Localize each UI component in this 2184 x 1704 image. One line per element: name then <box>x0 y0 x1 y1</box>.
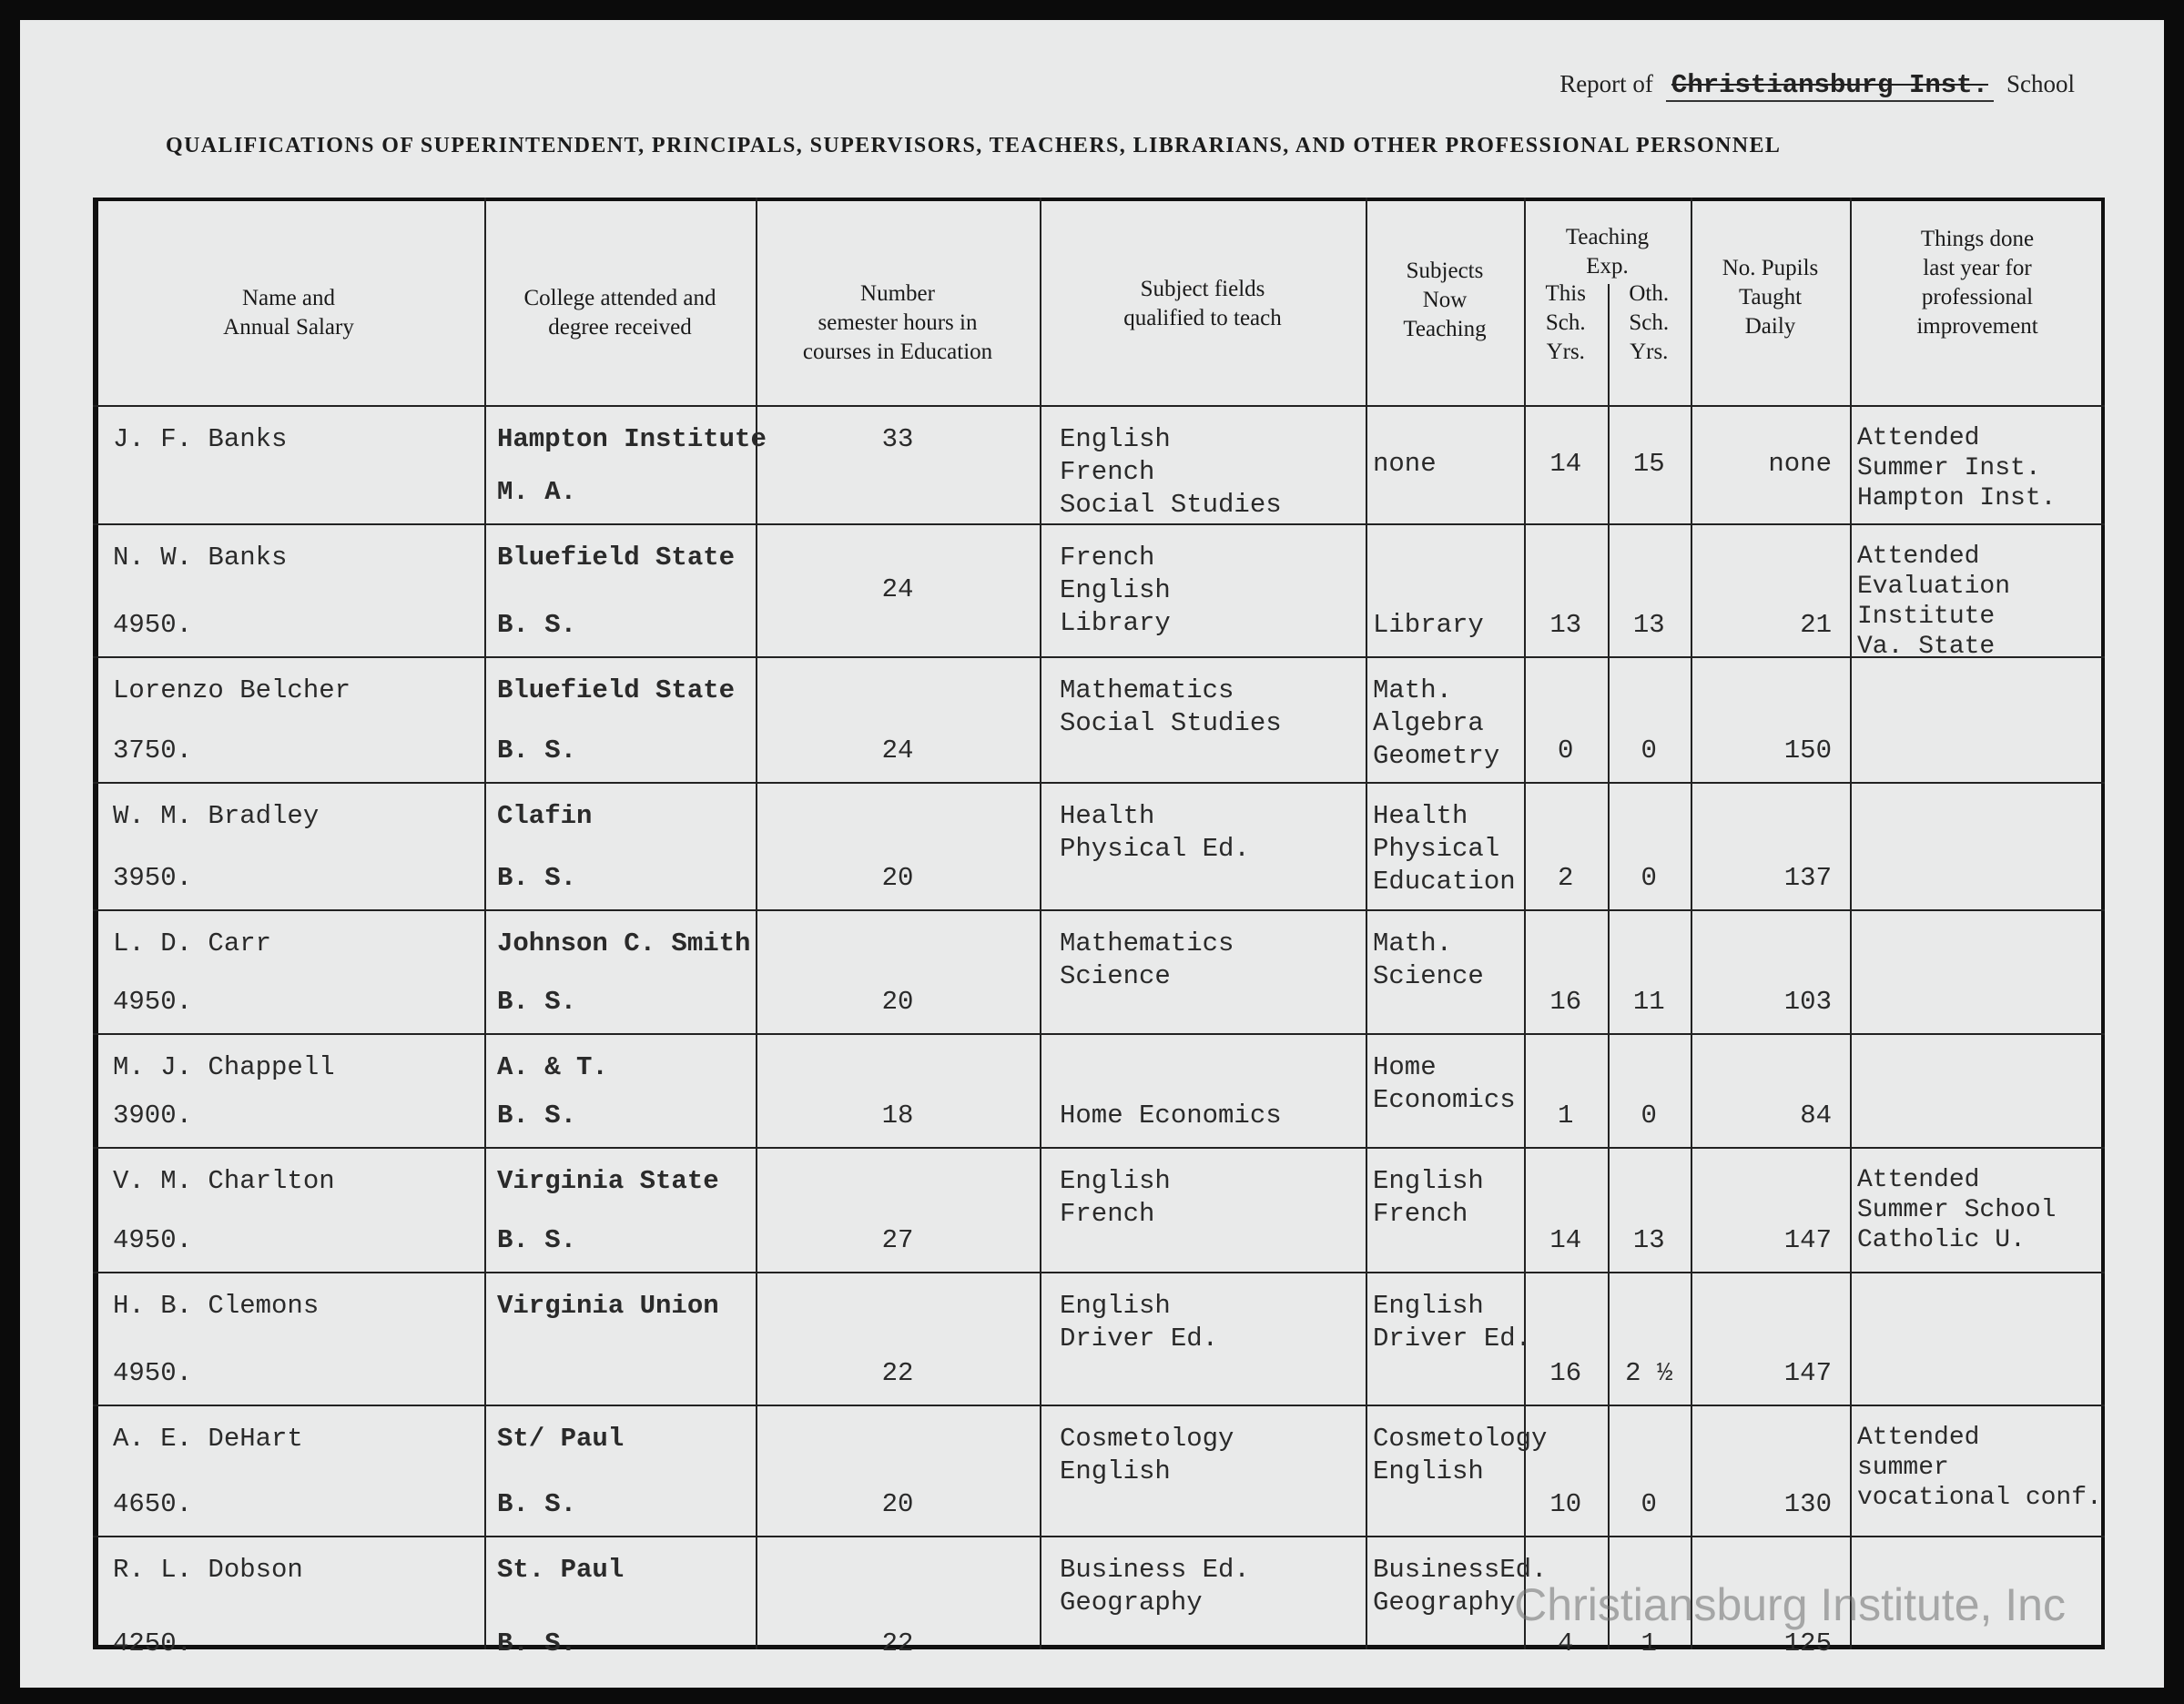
row-7-hours: 27 <box>881 1225 914 1255</box>
column-header-teaching: Subjects Now Teaching <box>1403 259 1487 341</box>
row-1-degree: M. A. <box>497 477 577 507</box>
column-header-improvement: Things done last year for professional improvement <box>1916 227 2038 339</box>
row-3-college: Bluefield State <box>497 675 736 705</box>
row-7-oth: 13 <box>1632 1225 1665 1255</box>
column-divider <box>756 198 757 1649</box>
row-1-oth: 15 <box>1632 449 1665 479</box>
row-9-degree: B. S. <box>497 1489 577 1519</box>
row-2-oth: 13 <box>1632 610 1665 640</box>
row-7-name: V. M. Charlton <box>113 1166 335 1196</box>
row-divider <box>93 1033 2105 1035</box>
row-6-this: 1 <box>1558 1100 1574 1131</box>
row-1-improvement: Attended Summer Inst. Hampton Inst. <box>1857 424 2057 512</box>
row-5-degree: B. S. <box>497 987 577 1017</box>
row-1-college: Hampton Institute <box>497 424 767 454</box>
row-3-degree: B. S. <box>497 735 577 766</box>
row-1-hours: 33 <box>881 424 914 454</box>
row-4-degree: B. S. <box>497 863 577 893</box>
report-prefix: Report of <box>1559 70 1653 97</box>
row-3-teaching: Math. Algebra Geometry <box>1373 675 1500 771</box>
column-header-oth-sch: Oth. Sch. Yrs. <box>1629 281 1670 364</box>
row-6-college: A. & T. <box>497 1052 608 1082</box>
row-5-fields: Mathematics Science <box>1060 928 1234 991</box>
row-2-pupils: 21 <box>1800 610 1832 640</box>
row-divider <box>93 1147 2105 1149</box>
row-8-name: H. B. Clemons <box>113 1291 320 1321</box>
row-10-college: St. Paul <box>497 1555 625 1585</box>
watermark: Christiansburg Institute, Inc <box>1514 1579 2066 1630</box>
row-8-fields: English Driver Ed. <box>1060 1291 1219 1354</box>
row-2-college: Bluefield State <box>497 543 736 573</box>
row-6-hours: 18 <box>881 1100 914 1131</box>
row-10-this: 4 <box>1558 1628 1574 1658</box>
personnel-table <box>93 198 2105 1658</box>
row-1-pupils: none <box>1768 449 1832 479</box>
row-6-name: M. J. Chappell <box>113 1052 335 1082</box>
row-divider <box>93 1536 2105 1537</box>
row-10-degree: B. S. <box>497 1628 577 1658</box>
row-9-name: A. E. DeHart <box>113 1424 303 1454</box>
row-5-name: L. D. Carr <box>113 928 272 958</box>
row-9-improvement: Attended summer vocational conf. <box>1857 1424 2102 1512</box>
row-10-salary: 4250. <box>113 1628 193 1658</box>
row-2-improvement: Attended Evaluation Institute Va. State <box>1857 543 2011 661</box>
row-7-salary: 4950. <box>113 1225 193 1255</box>
row-6-pupils: 84 <box>1800 1100 1832 1131</box>
row-9-this: 10 <box>1549 1489 1582 1519</box>
row-2-this: 13 <box>1549 610 1582 640</box>
row-2-name: N. W. Banks <box>113 543 288 573</box>
form-title: QUALIFICATIONS OF SUPERINTENDENT, PRINCIPALS, SUPERVISORS, TEACHERS, LIBRARIANS, AND OTHER PROFESSIONAL PERSONNEL <box>166 134 1782 157</box>
document-sheet <box>20 20 2164 1688</box>
column-header-hours: Number semester hours in courses in Education <box>802 281 993 364</box>
row-divider <box>93 656 2105 658</box>
row-4-fields: Health Physical Ed. <box>1060 801 1250 864</box>
report-of-line <box>1559 70 2075 102</box>
row-6-salary: 3900. <box>113 1100 193 1131</box>
row-9-college: St/ Paul <box>497 1424 625 1454</box>
row-8-college: Virginia Union <box>497 1291 719 1321</box>
row-5-teaching: Math. Science <box>1373 928 1484 991</box>
column-divider <box>1850 198 1852 1649</box>
row-7-college: Virginia State <box>497 1166 719 1196</box>
column-divider <box>1366 198 1367 1649</box>
column-header-teaching-exp: Teaching Exp. <box>1565 225 1650 279</box>
row-3-oth: 0 <box>1641 735 1657 766</box>
school-name: Christiansburg Inst. <box>1666 70 1994 102</box>
row-3-hours: 24 <box>881 735 914 766</box>
row-1-name: J. F. Banks <box>113 424 288 454</box>
row-9-salary: 4650. <box>113 1489 193 1519</box>
row-5-hours: 20 <box>881 987 914 1017</box>
row-8-salary: 4950. <box>113 1358 193 1388</box>
row-2-salary: 4950. <box>113 610 193 640</box>
row-10-teaching: BusinessEd. Geography <box>1373 1555 1548 1618</box>
row-4-pupils: 137 <box>1783 863 1832 893</box>
row-4-oth: 0 <box>1641 863 1657 893</box>
row-4-this: 2 <box>1558 863 1574 893</box>
row-9-oth: 0 <box>1641 1489 1657 1519</box>
row-divider <box>93 782 2105 784</box>
row-8-teaching: English Driver Ed. <box>1373 1291 1532 1354</box>
row-5-college: Johnson C. Smith <box>497 928 751 958</box>
row-2-teaching: Library <box>1373 610 1484 640</box>
column-divider <box>1691 198 1692 1649</box>
row-10-pupils: 125 <box>1783 1628 1832 1658</box>
row-1-this: 14 <box>1549 449 1582 479</box>
row-9-teaching: Cosmetology English <box>1373 1424 1548 1486</box>
row-9-hours: 20 <box>881 1489 914 1519</box>
row-4-college: Clafin <box>497 801 593 831</box>
row-7-pupils: 147 <box>1783 1225 1832 1255</box>
row-4-salary: 3950. <box>113 863 193 893</box>
row-2-hours: 24 <box>881 574 914 604</box>
row-3-name: Lorenzo Belcher <box>113 675 351 705</box>
column-header-pupils: No. Pupils Taught Daily <box>1722 256 1819 339</box>
row-8-hours: 22 <box>881 1358 914 1388</box>
row-6-fields: Home Economics <box>1060 1100 1282 1131</box>
row-8-this: 16 <box>1549 1358 1582 1388</box>
row-10-fields: Business Ed. Geography <box>1060 1555 1250 1618</box>
row-divider <box>93 1405 2105 1406</box>
row-10-oth: 1 <box>1641 1628 1657 1658</box>
row-8-pupils: 147 <box>1783 1358 1832 1388</box>
row-9-pupils: 130 <box>1783 1489 1832 1519</box>
row-divider <box>93 909 2105 911</box>
row-divider <box>93 1272 2105 1273</box>
row-6-oth: 0 <box>1641 1100 1657 1131</box>
row-6-degree: B. S. <box>497 1100 577 1131</box>
row-3-this: 0 <box>1558 735 1574 766</box>
column-divider-exp <box>1608 284 1610 1649</box>
row-3-fields: Mathematics Social Studies <box>1060 675 1282 738</box>
row-9-fields: Cosmetology English <box>1060 1424 1234 1486</box>
row-4-hours: 20 <box>881 863 914 893</box>
column-divider <box>1040 198 1041 1649</box>
row-divider <box>93 523 2105 525</box>
row-5-salary: 4950. <box>113 987 193 1017</box>
column-header-fields: Subject fields qualified to teach <box>1123 277 1282 330</box>
row-1-fields: English French Social Studies <box>1060 424 1282 520</box>
row-10-hours: 22 <box>881 1628 914 1658</box>
row-7-degree: B. S. <box>497 1225 577 1255</box>
row-5-pupils: 103 <box>1783 987 1832 1017</box>
row-7-fields: English French <box>1060 1166 1171 1229</box>
row-10-name: R. L. Dobson <box>113 1555 303 1585</box>
row-7-this: 14 <box>1549 1225 1582 1255</box>
row-2-degree: B. S. <box>497 610 577 640</box>
row-1-teaching: none <box>1373 449 1437 479</box>
column-divider <box>484 198 486 1649</box>
row-4-teaching: Health Physical Education <box>1373 801 1516 897</box>
column-header-this-sch: This Sch. Yrs. <box>1545 281 1586 364</box>
header-divider <box>93 405 2105 407</box>
row-7-improvement: Attended Summer School Catholic U. <box>1857 1166 2057 1254</box>
column-header-college: College attended and degree received <box>523 286 716 340</box>
row-8-oth: 2 ½ <box>1625 1358 1673 1388</box>
row-4-name: W. M. Bradley <box>113 801 320 831</box>
row-5-this: 16 <box>1549 987 1582 1017</box>
column-header-name: Name and Annual Salary <box>223 286 354 340</box>
report-suffix: School <box>2006 70 2075 97</box>
row-2-fields: French English Library <box>1060 543 1171 638</box>
row-6-teaching: Home Economics <box>1373 1052 1516 1115</box>
row-7-teaching: English French <box>1373 1166 1484 1229</box>
row-5-oth: 11 <box>1632 987 1665 1017</box>
row-3-salary: 3750. <box>113 735 193 766</box>
row-3-pupils: 150 <box>1783 735 1832 766</box>
